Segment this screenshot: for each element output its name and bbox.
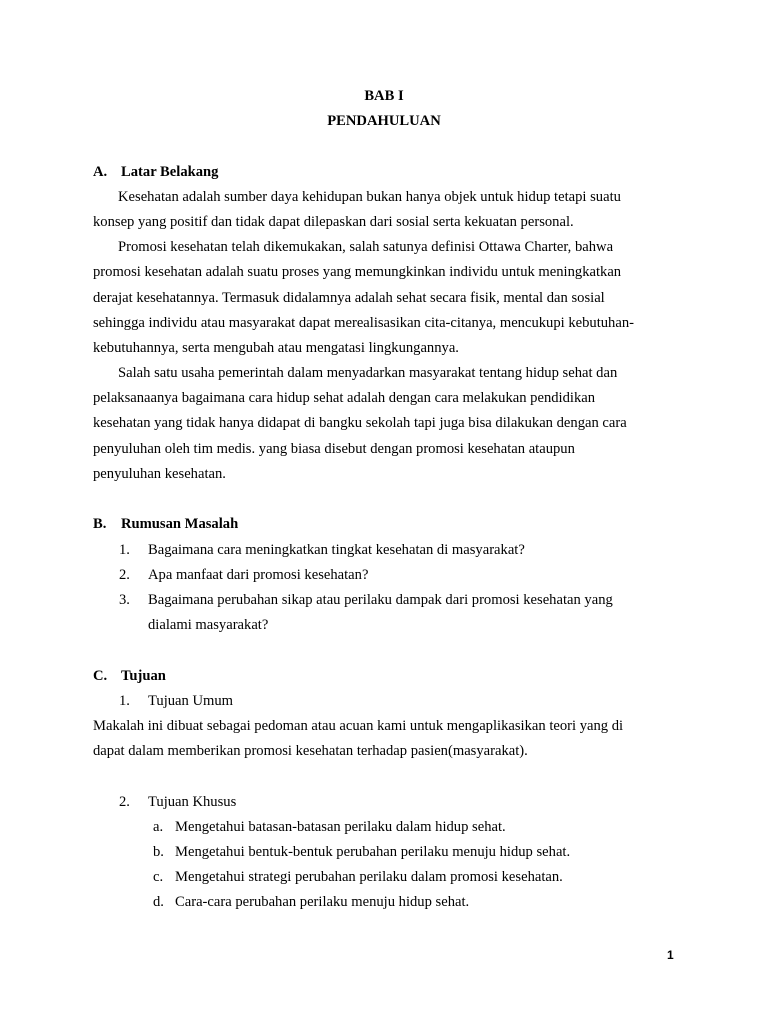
section-c-letter: C. (93, 668, 108, 684)
list-item: Apa manfaat dari promosi kesehatan? (148, 567, 369, 583)
paragraph-line: konsep yang positif dan tidak dapat dilepaskan dari sosial serta kekuatan personal. (93, 214, 574, 230)
paragraph-line: Makalah ini dibuat sebagai pedoman atau acuan kami untuk mengaplikasikan teori yang di (93, 718, 624, 734)
list-item-letter: d. (153, 894, 164, 910)
list-item: Bagaimana cara meningkatkan tingkat kesehatan di masyarakat? (148, 542, 525, 558)
paragraph-line: derajat kesehatannya. Termasuk didalamnya adalah sehat secara fisik, mental dan sosial (93, 290, 605, 306)
subsection-number: 2. (119, 794, 130, 810)
page-number: 1 (667, 948, 674, 962)
section-c-heading: Tujuan (121, 668, 166, 684)
paragraph-line: Salah satu usaha pemerintah dalam menyadarkan masyarakat tentang hidup sehat dan (118, 365, 618, 381)
list-item-letter: b. (153, 844, 164, 860)
list-item-letter: c. (153, 869, 164, 885)
paragraph-line: promosi kesehatan adalah suatu proses yang memungkinkan individu untuk meningkatkan (93, 264, 622, 280)
list-item-number: 3. (119, 592, 130, 608)
list-item-continuation: dialami masyarakat? (148, 617, 269, 633)
chapter-title: BAB I (364, 88, 404, 104)
paragraph-line: penyuluhan oleh tim medis. yang biasa disebut dengan promosi kesehatan ataupun (93, 441, 575, 457)
paragraph-line: kebutuhannya, serta mengubah atau mengatasi lingkungannya. (93, 340, 459, 356)
list-item: Cara-cara perubahan perilaku menuju hidup sehat. (175, 894, 470, 910)
subsection-number: 1. (119, 693, 130, 709)
subsection-label: Tujuan Umum (148, 693, 234, 709)
list-item-number: 1. (119, 542, 130, 558)
section-a-letter: A. (93, 164, 108, 180)
list-item: Mengetahui strategi perubahan perilaku dalam promosi kesehatan. (175, 869, 563, 885)
section-a-heading: Latar Belakang (121, 164, 219, 180)
paragraph-line: pelaksanaanya bagaimana cara hidup sehat adalah dengan cara melakukan pendidikan (93, 390, 596, 406)
list-item-letter: a. (153, 819, 164, 835)
paragraph-line: Kesehatan adalah sumber daya kehidupan bukan hanya objek untuk hidup tetapi suatu (118, 189, 621, 205)
chapter-subtitle: PENDAHULUAN (327, 113, 441, 129)
section-b-heading: Rumusan Masalah (121, 516, 239, 532)
list-item: Mengetahui bentuk-bentuk perubahan perilaku menuju hidup sehat. (175, 844, 571, 860)
section-b-letter: B. (93, 516, 107, 532)
list-item-number: 2. (119, 567, 130, 583)
paragraph-line: Promosi kesehatan telah dikemukakan, salah satunya definisi Ottawa Charter, bahwa (118, 239, 614, 255)
paragraph-line: kesehatan yang tidak hanya didapat di bangku sekolah tapi juga bisa dilakukan dengan cara (93, 415, 627, 431)
paragraph-line: dapat dalam memberikan promosi kesehatan terhadap pasien(masyarakat). (93, 743, 528, 759)
paragraph-line: sehingga individu atau masyarakat dapat merealisasikan cita-citanya, mencukupi kebutuhan- (93, 315, 634, 331)
paragraph-line: penyuluhan kesehatan. (93, 466, 226, 482)
list-item: Bagaimana perubahan sikap atau perilaku dampak dari promosi kesehatan yang (148, 592, 613, 608)
list-item: Mengetahui batasan-batasan perilaku dalam hidup sehat. (175, 819, 506, 835)
subsection-label: Tujuan Khusus (148, 794, 237, 810)
